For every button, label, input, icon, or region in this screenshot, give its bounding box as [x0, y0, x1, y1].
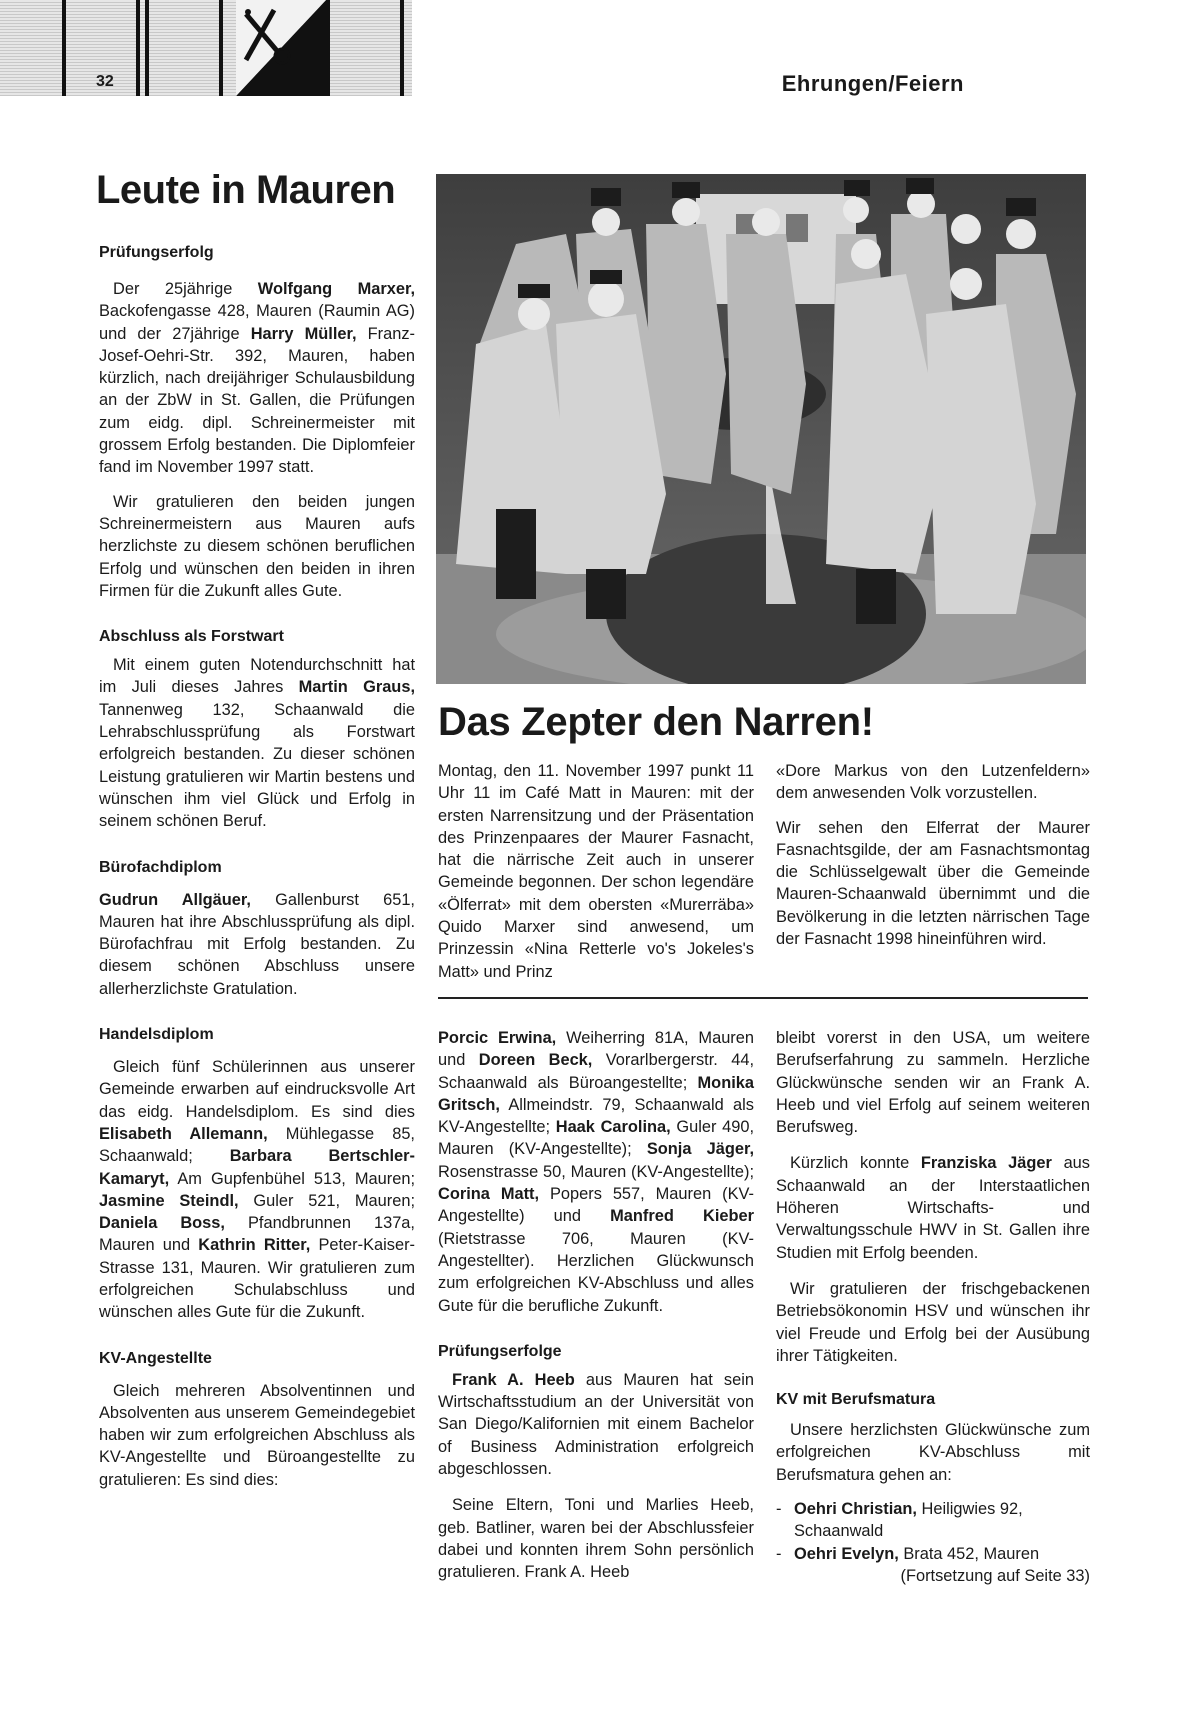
text: Backofengasse 428, Mauren (Raumin AG) und der 27jährige [99, 302, 415, 343]
subheading-kv-angestellte: KV-Angestellte [99, 1349, 212, 1367]
text: Gallenburst 651, Mauren hat ihre Abschlussprüfung als dipl. Bürofachfrau mit Erfolg bestanden. Zu diesem schönen Abschluss unsere allerherzlichste Gratulation. [99, 890, 415, 998]
paragraph: Montag, den 11. November 1997 punkt 11 Uhr 11 im Café Matt in Mauren: mit der ersten Narrensitzung und der Präsentation des Prinzenpaares der Maurer Fasnacht, hat die närrische Zeit auch in unserer Gemeinde begonnen. Der schon legendäre «Ölferrat» mit dem obersten «Murerräba» Quido Marxer sind anwesend, um Prinzessin «Nina Retterle vo's Jokeles's Matt» und Prinz [438, 762, 754, 981]
person-name: Wolfgang Marxer, [257, 280, 415, 298]
person-name: Harry Müller, [250, 324, 357, 343]
paragraph [438, 1027, 754, 1317]
list-dash: - [776, 1544, 782, 1563]
person-name: Monika Gritsch, [438, 1073, 754, 1114]
paragraph: Unsere herzlichsten Glückwünsche zum erfolgreichen KV-Abschluss mit Berufsmatura gehen an: [776, 1421, 1090, 1484]
text: Pfandbrunnen 137a, Mauren und [99, 1214, 415, 1255]
text: Weiherring 81A, Mauren und [438, 1029, 754, 1070]
text: Gleich fünf Schülerinnen aus unserer Gemeinde erwarben auf eindrucksvolle Art das eidg. Handelsdiplom. Es sind dies [99, 1058, 415, 1121]
subheading-pruefungserfolge: Prüfungserfolge [438, 1342, 562, 1360]
group-photo [436, 174, 1086, 684]
paragraph: Gleich mehreren Absolventinnen und Absolventen aus unserem Gemeindegebiet haben wir zum erfolgreichen Abschluss als KV-Angestellte und Büroangestellte zu gratulieren: Es sind dies: [99, 1381, 415, 1489]
person-name: Barbara Bertschler-Kamaryt, [99, 1147, 415, 1188]
paragraph: Wir gratulieren der frischgebackenen Betriebsökonomin HSV und wünschen ihr viel Freude und Erfolg bei der Ausübung ihrer Tätigkeiten. [776, 1279, 1090, 1365]
paragraph: «Dore Markus von den Lutzenfeldern» dem anwesenden Volk vorzustellen. [776, 762, 1090, 803]
subheading-berufsmatura: KV mit Berufsmatura [776, 1391, 936, 1409]
list-item [776, 1498, 1090, 1543]
person-name: Martin Graus, [298, 678, 415, 697]
paragraph [776, 1152, 1090, 1263]
person-name: Oehri Christian, [794, 1500, 917, 1519]
person-name: Kathrin Ritter, [198, 1236, 311, 1255]
text: aus Schaanwald an der Interstaatlichen Höheren Wirtschafts- und Verwaltungsschule HWV in St. Gallen ihre Studien mit Erfolg beenden. [776, 1154, 1090, 1262]
header-box [326, 0, 404, 96]
story-column-2 [776, 760, 1090, 950]
person-name: Doreen Beck, [478, 1051, 593, 1070]
text: Brata 452, Mauren [898, 1544, 1040, 1563]
text: Allmeindstr. 79, Schaanwald als KV-Angestellte; [438, 1095, 754, 1137]
middle-column [438, 1027, 754, 1584]
list-dash: - [776, 1500, 782, 1519]
subheading-handelsdiplom: Handelsdiplom [99, 1026, 214, 1044]
paragraph: Seine Eltern, Toni und Marlies Heeb, geb. Batliner, waren bei der Abschlussfeier dabei und konnten ihrem Sohn persönlich gratulieren. Frank A. Heeb [438, 1496, 754, 1582]
paragraph [99, 889, 415, 1000]
text: Am Gupfenbühel 513, Mauren; [169, 1169, 415, 1188]
text: Der 25jährige [113, 280, 258, 298]
text: Popers 557, Mauren (KV-Angestellte) und [438, 1185, 754, 1226]
paragraph [99, 654, 415, 832]
person-name: Franziska Jäger [920, 1154, 1052, 1173]
continuation-note: (Fortsetzung auf Seite 33) [900, 1566, 1090, 1585]
section-title: Ehrungen/Feiern [781, 71, 964, 96]
person-name: Manfred Kieber [610, 1207, 754, 1226]
paragraph: bleibt vorerst in den USA, um weitere Berufserfahrung zu sammeln. Herzliche Glückwünsche senden wir an Frank A. Heeb und viel Erfolg auf seinem weiteren Berufsweg. [776, 1029, 1090, 1137]
person-name: Corina Matt, [438, 1185, 540, 1204]
divider [438, 997, 1088, 999]
paragraph: Wir gratulieren den beiden jungen Schreinermeistern aus Mauren aufs herzlichste zu diesem schönen beruflichen Erfolg und wünschen den beiden in ihren Firmen für die Zukunft alles Gute. [99, 492, 415, 600]
person-name: Gudrun Allgäuer, [99, 890, 251, 909]
subheading-forstwart: Abschluss als Forstwart [99, 628, 284, 646]
paragraph [438, 1369, 754, 1480]
person-name: Frank A. Heeb [452, 1370, 575, 1389]
graduate-list [776, 1498, 1090, 1565]
paragraph [99, 1056, 415, 1324]
person-name: Daniela Boss, [99, 1214, 225, 1233]
page-title: Leute in Mauren [96, 168, 396, 212]
crossed-scepter-key-icon [236, 0, 326, 96]
text: aus Mauren hat sein Wirtschaftsstudium an der Universität von San Diego/Kalifornien mit einem Bachelor of Business Administration erfolgreich abgeschlossen. [438, 1370, 754, 1479]
text: (Rietstrasse 706, Mauren (KV-Angestellter). Herzlichen Glückwunsch zum erfolgreichen KV-Abschluss und alles Gute für die berufliche Zukunft. [438, 1229, 754, 1315]
right-column [776, 1027, 1090, 1587]
text: Rosenstrasse 50, Mauren (KV-Angestellte); [438, 1162, 754, 1181]
person-name: Jasmine Steindl, [99, 1191, 239, 1210]
story-title: Das Zepter den Narren! [438, 700, 874, 744]
header-box [145, 0, 223, 96]
text: Mühlegasse 85, Schaanwald; [99, 1124, 415, 1166]
text: Peter-Kaiser-Strasse 131, Mauren. Wir gratulieren zum erfolgreichen Schulabschluss und wünschen alles Gute für die Zukunft. [99, 1236, 416, 1322]
paragraph: Wir sehen den Elferrat der Maurer Fasnachtsgilde, der am Fasnachtsmontag die Schlüsselgewalt über die Gemeinde Mauren-Schaanwald übernimmt und die Bevölkerung in die letzten närrischen Tage der Fasnacht 1998 hineinführen wird. [776, 818, 1090, 949]
text: Heiligwies 92, Schaanwald [794, 1500, 1023, 1541]
text: Guler 490, Mauren (KV-Angestellte); [438, 1118, 755, 1159]
group-photo-illustration [436, 174, 1086, 684]
text: Tannenweg 132, Schaanwald die Lehrabschlussprüfung als Forstwart erfolgreich bestanden. Zu dieser schönen Leistung gratulieren wir Martin bestens und wünschen ihm viel Glück und Erfolg in seinem schönen Beruf. [99, 700, 415, 831]
text: Kürzlich konnte [790, 1154, 921, 1173]
person-name: Haak Carolina, [555, 1118, 671, 1137]
paragraph [99, 278, 415, 479]
text: Franz-Josef-Oehri-Str. 392, Mauren, haben kürzlich, nach dreijähriger Schulausbildung an der ZbW in St. Gallen, die Prüfungen zum eidg. dipl. Schreinermeister mit grossem Erfolg bestanden. Die Diplomfeier fand im November 1997 statt. [99, 324, 415, 477]
subheading-pruefungserfolg: Prüfungserfolg [99, 244, 214, 261]
left-column [99, 244, 415, 1491]
person-name: Porcic Erwina, [438, 1029, 557, 1047]
person-name: Oehri Evelyn, [794, 1544, 899, 1563]
text: Vorarlbergerstr. 44, Schaanwald als Büroangestellte; [438, 1051, 754, 1092]
list-item [776, 1543, 1090, 1565]
story-column-1 [438, 760, 754, 983]
person-name: Elisabeth Allemann, [99, 1124, 268, 1143]
page-number: 32 [96, 73, 114, 90]
subheading-buerofachdiplom: Bürofachdiplom [99, 858, 222, 876]
text: Mit einem guten Notendurchschnitt hat im Juli dieses Jahres [99, 656, 415, 697]
text: Guler 521, Mauren; [238, 1191, 415, 1210]
person-name: Sonja Jäger, [646, 1140, 754, 1159]
